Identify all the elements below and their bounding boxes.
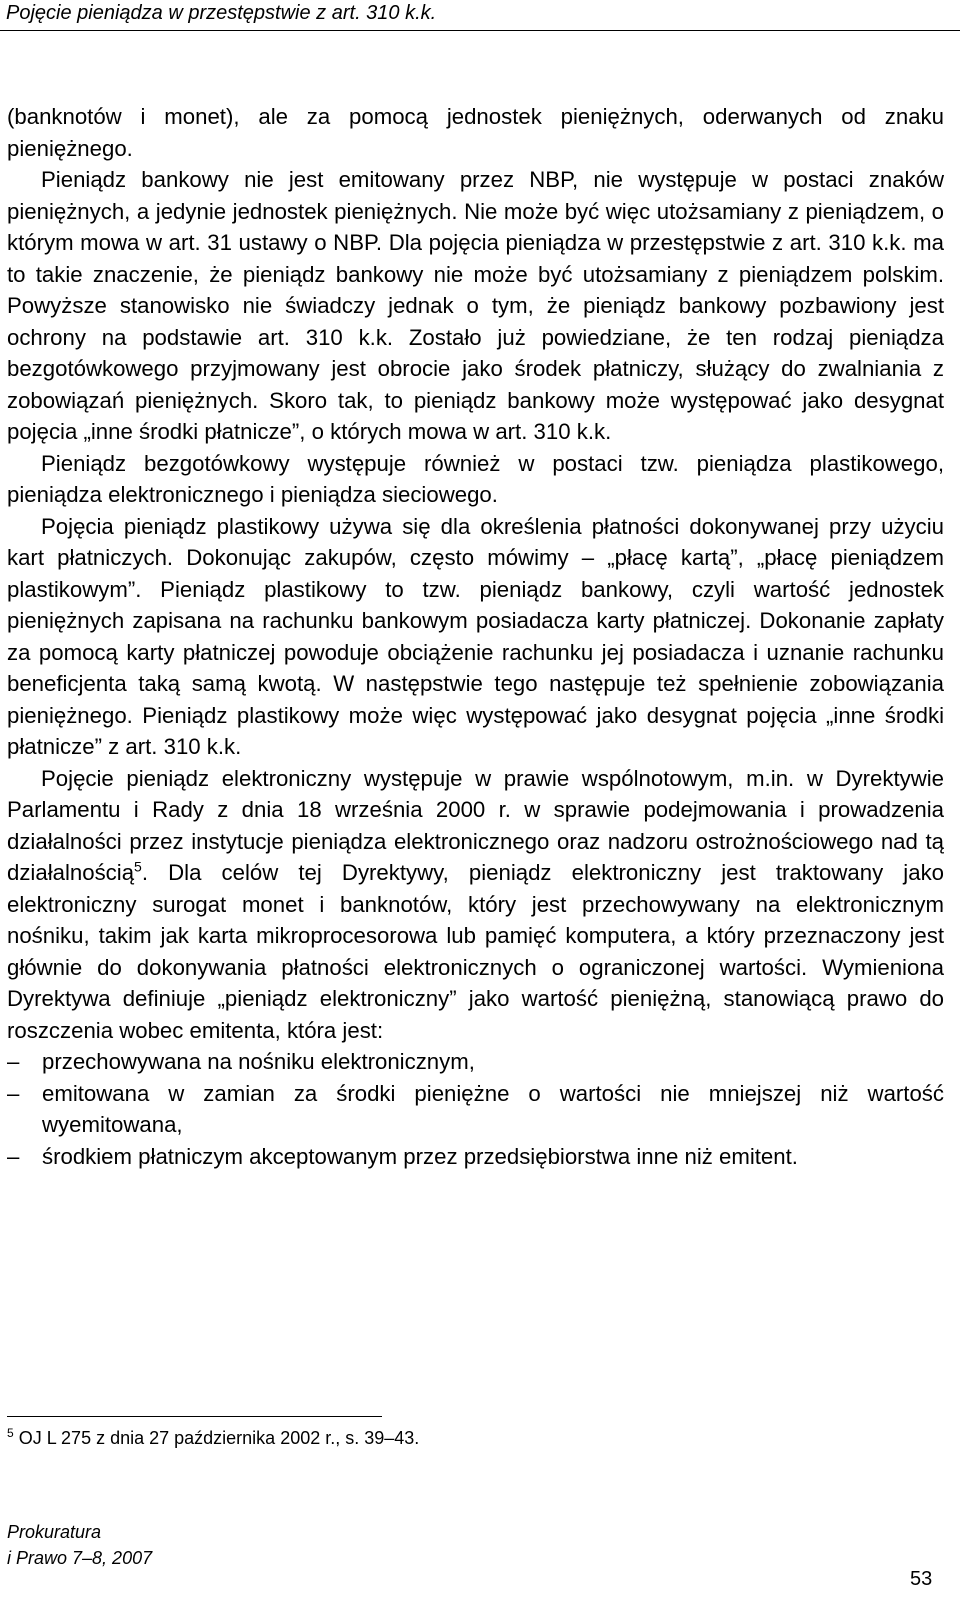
dash-bullet: – [7,1049,20,1074]
dash-bullet: – [7,1080,20,1106]
journal-name [7,1519,152,1571]
list-item-text: środkiem płatniczym akceptowanym przez przedsiębiorstwa inne niż emitent. [42,1143,798,1169]
footnote [7,1428,419,1449]
paragraph [7,763,944,1047]
list-item-text: emitowana w zamian za środki pieniężne o wartości nie mniejszej niż wartość wyemitowana, [42,1080,944,1137]
page-number: 53 [910,1568,933,1590]
paragraph: Pojęcia pieniądz plastikowy używa się dla określenia płatności dokonywanej przy użyciu kart płatniczych. Dokonując zakupów, często mówimy – „płacę kartą”, „płacę pieniądzem plastikowym”. Pieniądz plastikowy to tzw. pieniądz bankowy, czyli wartość jednostek pieniężnych zapisana na rachunku bankowym posiadacza karty płatniczej. Dokonanie zapłaty za pomocą karty płatniczej powoduje obciążenie rachunku jej posiadacza i uznanie rachunku beneficjenta taką samą kwotą. W następstwie tego następuje też spełnienie zobowiązania pieniężnego. Pieniądz plastikowy może więc występować jako desygnat pojęcia „inne środki płatnicze” z art. 310 k.k. [7,513,944,759]
paragraph: (banknotów i monet), ale za pomocą jednostek pieniężnych, oderwanych od znaku pieniężnego. [7,104,944,161]
paragraph: Pieniądz bezgotówkowy występuje również w postaci tzw. pieniądza plastikowego, pieniądza elektronicznego i pieniądza sieciowego. [7,450,944,507]
list-item [7,1141,944,1173]
list-item-text: przechowywana na nośniku elektronicznym, [42,1049,475,1074]
footnote-number: 5 [7,1426,14,1440]
footnote-rule [7,1416,382,1417]
paragraph-text: Pojęcie pieniądz elektroniczny występuje w prawie wspólnotowym, m.in. w Dyrektywie Parlamentu i Rady z dnia 18 września 2000 r. w sprawie podejmowania i prowadzenia działalności przez instytucje pieniądza elektronicznego oraz nadzoru ostrożnościowego nad tą działalnością [7,765,944,885]
header-rule [0,30,960,31]
footnote-reference: 5 [134,858,142,875]
running-header: Pojęcie pieniądza w przestępstwie z art. 310 k.k. [6,2,437,24]
list-item [7,1046,944,1078]
body-text [7,101,944,1172]
list-item [7,1078,944,1141]
footnote-text: OJ L 275 z dnia 27 października 2002 r., s. 39–43. [18,1428,420,1448]
dash-bullet: – [7,1143,20,1169]
journal-issue: i Prawo 7–8, 2007 [7,1548,153,1568]
dash-list [7,1046,944,1172]
journal-title: Prokuratura [7,1522,102,1542]
paragraph: Pieniądz bankowy nie jest emitowany przez NBP, nie występuje w postaci znaków pieniężnych, a jedynie jednostek pieniężnych. Nie może być więc utożsamiany z pieniądzem, o którym mowa w art. 31 ustawy o NBP. Dla pojęcia pieniądza w przestępstwie z art. 310 k.k. ma to takie znaczenie, że pieniądz bankowy nie może być utożsamiany z pieniądzem polskim. Powyższe stanowisko nie świadczy jednak o tym, że pieniądz bankowy pozbawiony jest ochrony na podstawie art. 310 k.k. Zostało już powiedziane, że ten rodzaj pieniądza bezgotówkowego przyjmowany jest obrocie jako środek płatniczy, służący do zwalniania z zobowiązań pieniężnych. Skoro tak, to pieniądz bankowy może występować jako desygnat pojęcia „inne środki płatnicze”, o których mowa w art. 310 k.k. [7,167,944,444]
paragraph-text: . Dla celów tej Dyrektywy, pieniądz elektroniczny jest traktowany jako elektroniczny surogat monet i banknotów, który jest przechowywany na elektronicznym nośniku, takim jak karta mikroprocesorowa lub pamięć komputera, a który przeznaczony jest głównie do dokonywania płatności elektronicznych o ograniczonej wartości. Wymieniona Dyrektywa definiuje „pieniądz elektroniczny” jako wartość pieniężną, stanowiącą prawo do roszczenia wobec emitenta, która jest: [7,860,944,1043]
